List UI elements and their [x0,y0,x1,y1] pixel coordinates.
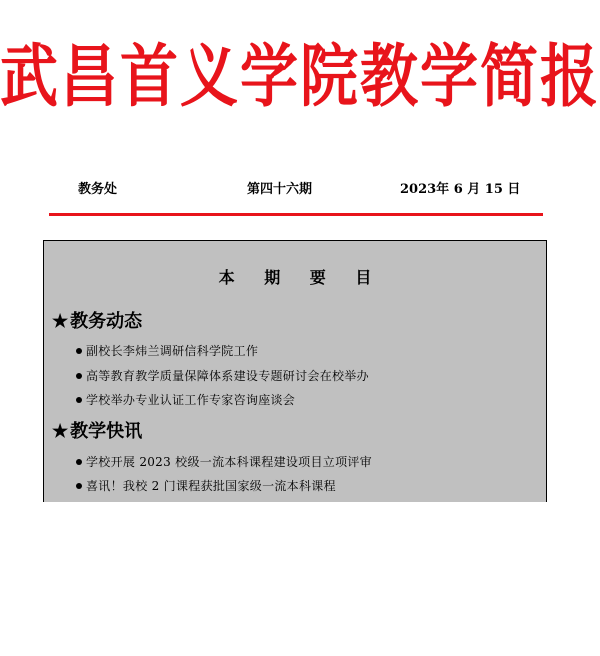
issue-date: 2023年 6 月 15 日 [400,182,521,197]
bullet-icon [76,373,82,379]
list-item-label: 学校举办专业认证工作专家咨询座谈会 [86,393,296,407]
star-icon: ★ [52,311,69,332]
list-item-label: 副校长李炜兰调研信科学院工作 [86,344,259,358]
list-item[interactable] [76,367,369,384]
list-item[interactable] [76,391,295,408]
list-item[interactable] [76,453,372,470]
list-item-label: 喜讯！我校 2 门课程获批国家级一流本科课程 [86,479,336,493]
section-heading-label: 教务动态 [70,311,143,332]
header-divider [49,213,543,216]
bullet-icon [76,459,82,465]
list-item-label: 学校开展 2023 校级一流本科课程建设项目立项评审 [86,455,372,469]
masthead-title: 武昌首义学院教学简报 [0,36,600,117]
section-heading-label: 教学快讯 [70,421,143,442]
list-item-label: 高等教育教学质量保障体系建设专题研讨会在校举办 [86,369,369,383]
list-item[interactable] [76,477,336,494]
list-item[interactable] [76,342,258,359]
bullet-icon [76,397,82,403]
section-heading-academic-affairs [52,307,142,333]
contents-title: 本 期 要 目 [218,268,384,287]
bullet-icon [76,483,82,489]
section-heading-teaching-news [52,417,142,443]
contents-box [43,240,547,502]
department-label: 教务处 [78,182,118,197]
issue-number: 第四十六期 [247,182,313,197]
issue-meta-row [0,178,600,198]
star-icon: ★ [52,421,69,442]
bullet-icon [76,348,82,354]
